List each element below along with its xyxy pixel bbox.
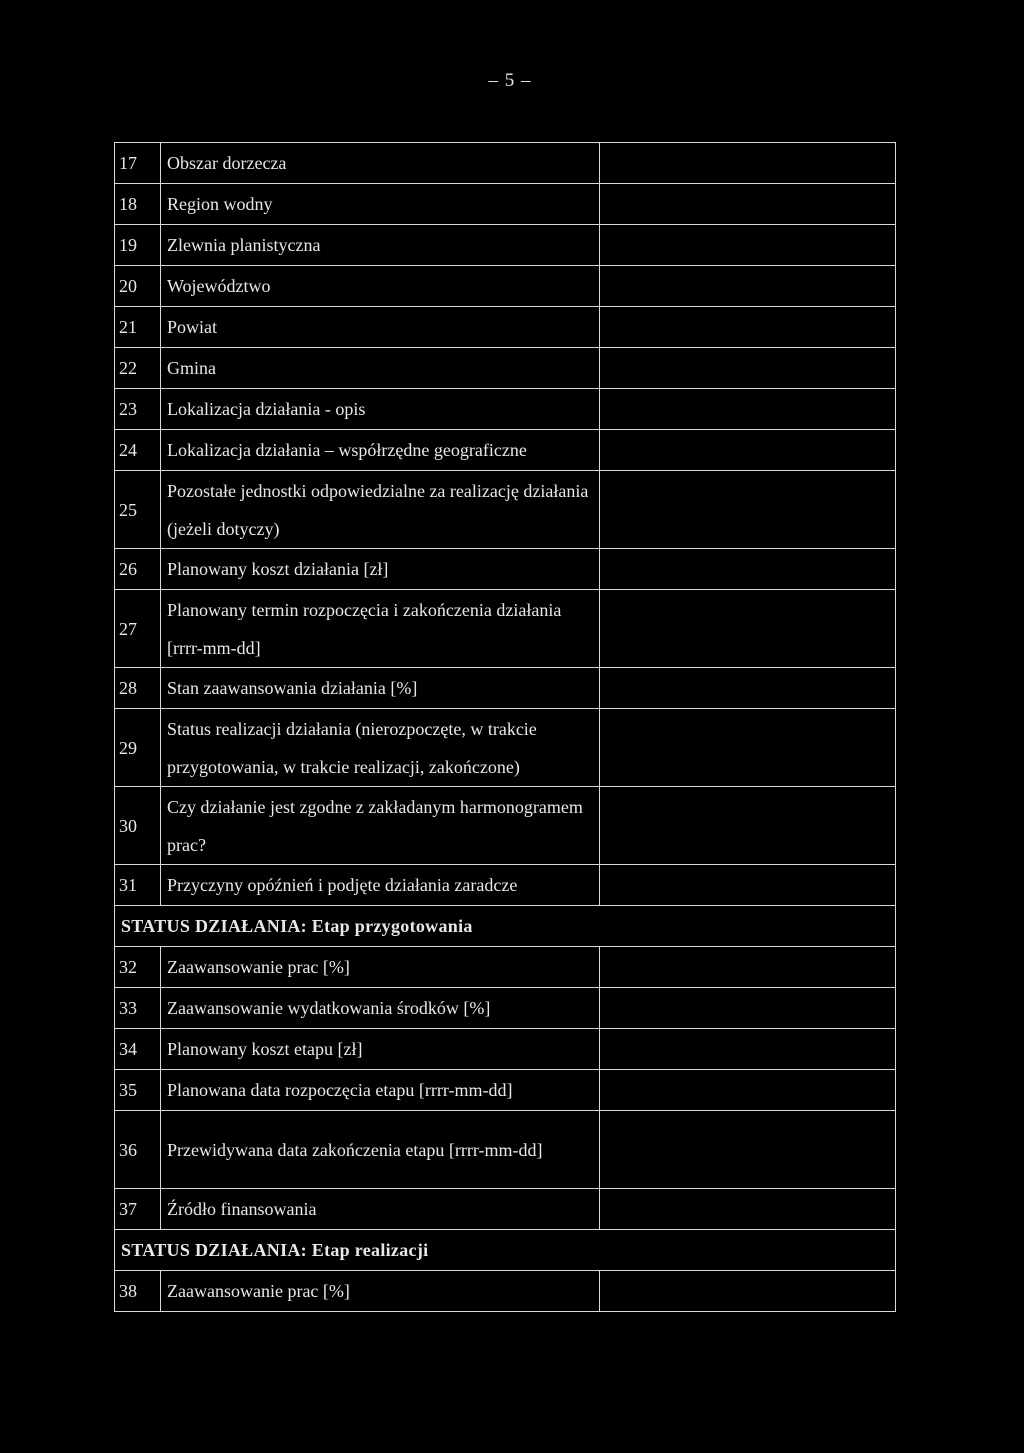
row-number: 38 <box>115 1271 161 1312</box>
row-number: 22 <box>115 348 161 389</box>
row-number: 25 <box>115 471 161 549</box>
row-label: Powiat <box>161 307 600 348</box>
row-value-cell[interactable] <box>600 266 896 307</box>
row-value-cell[interactable] <box>600 988 896 1029</box>
row-number: 28 <box>115 668 161 709</box>
row-number: 24 <box>115 430 161 471</box>
row-number: 21 <box>115 307 161 348</box>
table-row <box>115 348 896 389</box>
table-row <box>115 307 896 348</box>
row-number: 19 <box>115 225 161 266</box>
table-row <box>115 143 896 184</box>
section-blank-cell <box>600 906 896 947</box>
row-label: Przewidywana data zakończenia etapu [rrrr-mm-dd] <box>161 1111 600 1189</box>
row-number: 17 <box>115 143 161 184</box>
row-value-cell[interactable] <box>600 430 896 471</box>
row-label: Planowany koszt etapu [zł] <box>161 1029 600 1070</box>
table-row <box>115 1189 896 1230</box>
page-number: – 5 – <box>488 70 532 91</box>
row-label: Lokalizacja działania – współrzędne geograficzne <box>161 430 600 471</box>
row-value-cell[interactable] <box>600 787 896 865</box>
table-row <box>115 709 896 787</box>
row-label: Gmina <box>161 348 600 389</box>
table-row <box>115 668 896 709</box>
row-label: Planowana data rozpoczęcia etapu [rrrr-mm-dd] <box>161 1070 600 1111</box>
row-label: Źródło finansowania <box>161 1189 600 1230</box>
row-number: 27 <box>115 590 161 668</box>
row-number: 23 <box>115 389 161 430</box>
section-blank-cell <box>600 1230 896 1271</box>
table-row <box>115 865 896 906</box>
row-label: Obszar dorzecza <box>161 143 600 184</box>
row-value-cell[interactable] <box>600 389 896 430</box>
row-label: Zaawansowanie wydatkowania środków [%] <box>161 988 600 1029</box>
table-row <box>115 1070 896 1111</box>
table-row <box>115 430 896 471</box>
row-label: Planowany koszt działania [zł] <box>161 549 600 590</box>
row-number: 20 <box>115 266 161 307</box>
row-value-cell[interactable] <box>600 1029 896 1070</box>
row-number: 26 <box>115 549 161 590</box>
row-value-cell[interactable] <box>600 307 896 348</box>
row-number: 36 <box>115 1111 161 1189</box>
row-number: 37 <box>115 1189 161 1230</box>
table-row <box>115 266 896 307</box>
row-number: 33 <box>115 988 161 1029</box>
table-row <box>115 1271 896 1312</box>
row-label: Stan zaawansowania działania [%] <box>161 668 600 709</box>
row-number: 31 <box>115 865 161 906</box>
row-value-cell[interactable] <box>600 947 896 988</box>
table-row <box>115 549 896 590</box>
row-label: Zaawansowanie prac [%] <box>161 1271 600 1312</box>
form-table <box>114 142 896 1312</box>
row-number: 32 <box>115 947 161 988</box>
row-label: Zaawansowanie prac [%] <box>161 947 600 988</box>
table-row <box>115 225 896 266</box>
table-row <box>115 590 896 668</box>
row-label: Przyczyny opóźnień i podjęte działania zaradcze <box>161 865 600 906</box>
row-number: 29 <box>115 709 161 787</box>
row-value-cell[interactable] <box>600 225 896 266</box>
row-label: Region wodny <box>161 184 600 225</box>
row-value-cell[interactable] <box>600 471 896 549</box>
table-row <box>115 947 896 988</box>
section-header-row <box>115 1230 896 1271</box>
table-row <box>115 1111 896 1189</box>
row-value-cell[interactable] <box>600 549 896 590</box>
row-value-cell[interactable] <box>600 709 896 787</box>
table-row <box>115 389 896 430</box>
row-value-cell[interactable] <box>600 348 896 389</box>
row-value-cell[interactable] <box>600 1189 896 1230</box>
row-label: Planowany termin rozpoczęcia i zakończenia działania [rrrr-mm-dd] <box>161 590 600 668</box>
row-label: Województwo <box>161 266 600 307</box>
section-title: STATUS DZIAŁANIA: Etap przygotowania <box>115 906 600 947</box>
row-number: 34 <box>115 1029 161 1070</box>
row-value-cell[interactable] <box>600 1070 896 1111</box>
row-number: 18 <box>115 184 161 225</box>
row-value-cell[interactable] <box>600 143 896 184</box>
row-label: Czy działanie jest zgodne z zakładanym harmonogramem prac? <box>161 787 600 865</box>
row-value-cell[interactable] <box>600 590 896 668</box>
row-value-cell[interactable] <box>600 1111 896 1189</box>
table-row <box>115 184 896 225</box>
row-value-cell[interactable] <box>600 668 896 709</box>
row-number: 35 <box>115 1070 161 1111</box>
row-label: Lokalizacja działania - opis <box>161 389 600 430</box>
section-header-row <box>115 906 896 947</box>
row-label: Zlewnia planistyczna <box>161 225 600 266</box>
row-number: 30 <box>115 787 161 865</box>
table-row <box>115 787 896 865</box>
table-row <box>115 988 896 1029</box>
table-row <box>115 471 896 549</box>
row-label: Pozostałe jednostki odpowiedzialne za realizację działania (jeżeli dotyczy) <box>161 471 600 549</box>
row-label: Status realizacji działania (nierozpoczęte, w trakcie przygotowania, w trakcie realizacji, zakończone) <box>161 709 600 787</box>
row-value-cell[interactable] <box>600 865 896 906</box>
table-row <box>115 1029 896 1070</box>
row-value-cell[interactable] <box>600 184 896 225</box>
section-title: STATUS DZIAŁANIA: Etap realizacji <box>115 1230 600 1271</box>
row-value-cell[interactable] <box>600 1271 896 1312</box>
